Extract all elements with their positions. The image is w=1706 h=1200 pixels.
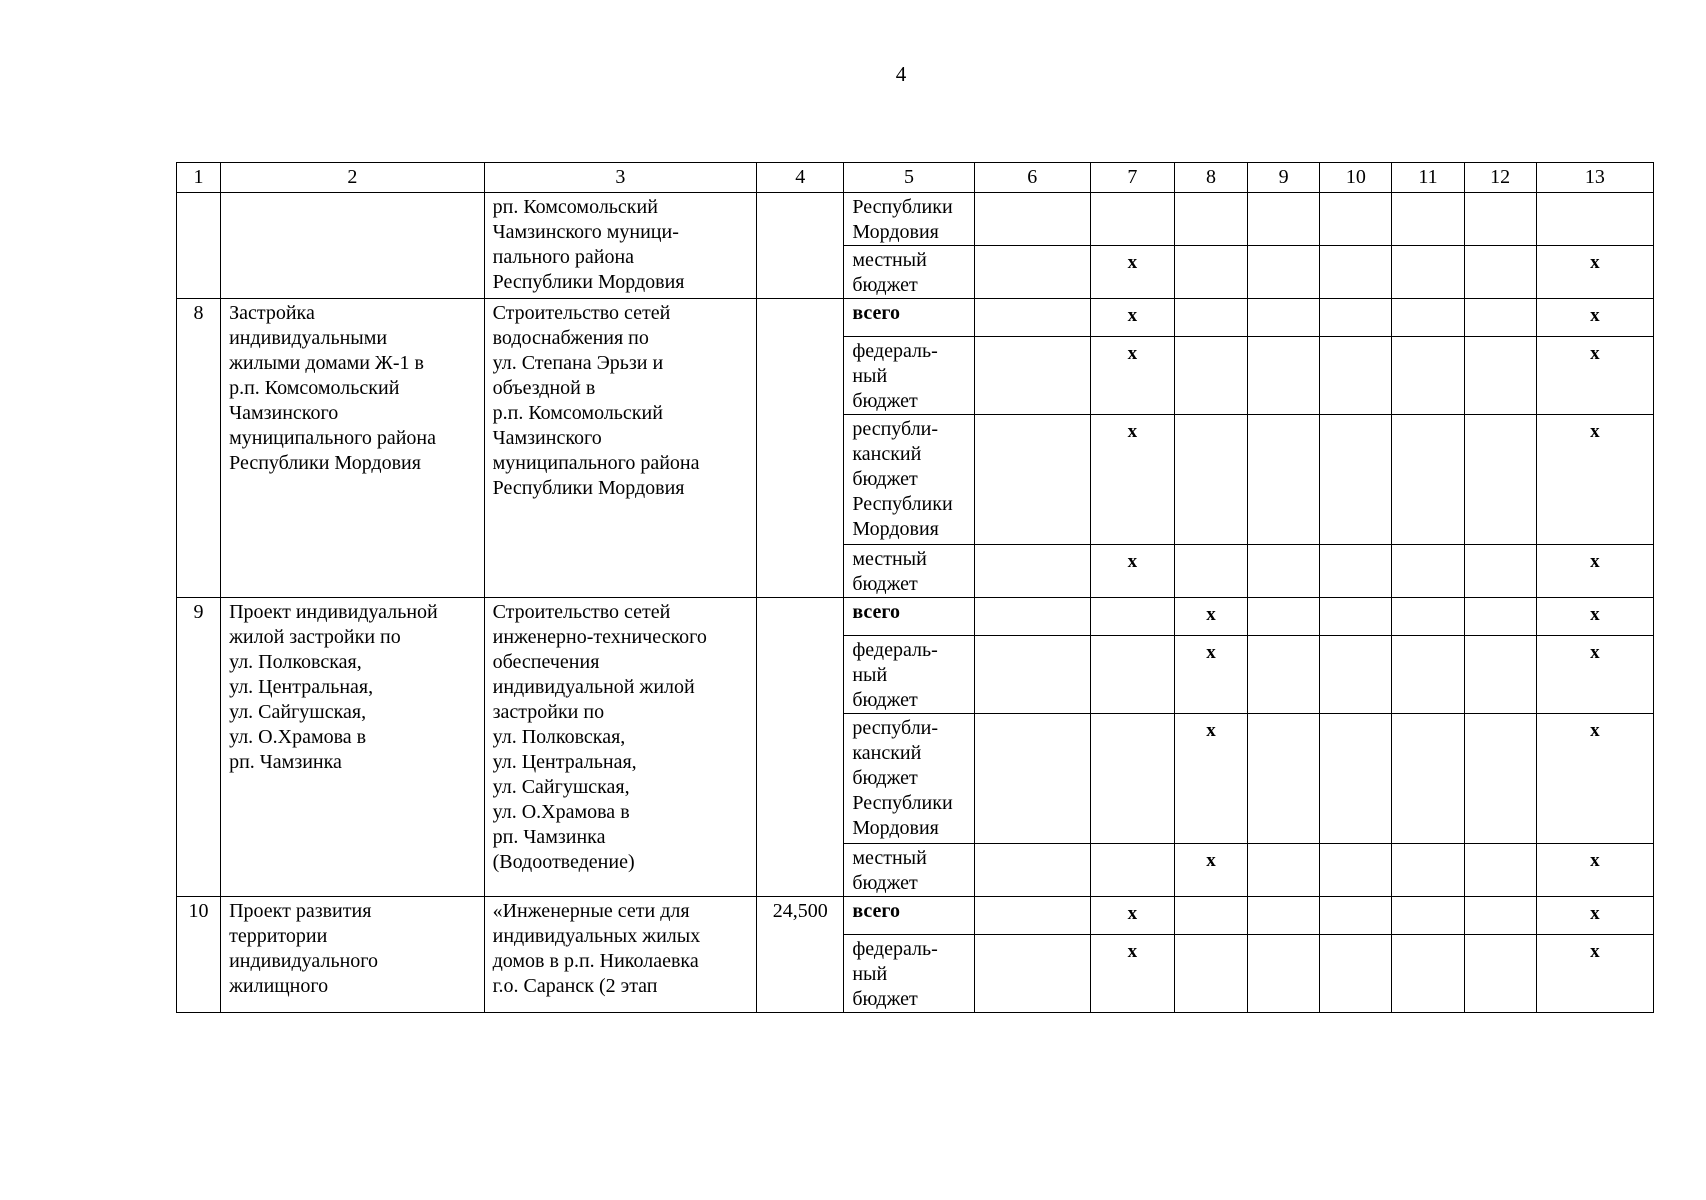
mark-col7: х bbox=[1090, 935, 1174, 1013]
header-row bbox=[177, 163, 1654, 193]
column-header: 4 bbox=[757, 163, 844, 193]
project-name: Проект развития территории индивидуального жилищного bbox=[221, 897, 485, 1013]
mark-col13: х bbox=[1536, 714, 1653, 844]
column-header: 7 bbox=[1090, 163, 1174, 193]
column-header: 5 bbox=[844, 163, 974, 193]
funding-source-total: всего bbox=[844, 598, 974, 636]
mark-col13: х bbox=[1536, 299, 1653, 337]
funding-source: федераль- ный бюджет bbox=[844, 935, 974, 1013]
funding-source: местный бюджет bbox=[844, 246, 974, 299]
mark-col7: х bbox=[1090, 299, 1174, 337]
column-header: 10 bbox=[1320, 163, 1392, 193]
work-description: Строительство сетей водоснабжения по ул. Степана Эрьзи и объездной в р.п. Комсомольский Чамзинского муниципального района Республики Мордовия bbox=[484, 299, 757, 598]
column-header: 1 bbox=[177, 163, 221, 193]
funding-source: Республики Мордовия bbox=[844, 193, 974, 246]
financing-table bbox=[176, 162, 1654, 1013]
funding-source: федераль- ный бюджет bbox=[844, 337, 974, 415]
funding-source-total: всего bbox=[844, 299, 974, 337]
mark-col8 bbox=[1174, 193, 1247, 246]
mark-col8 bbox=[1174, 337, 1247, 415]
column-header: 13 bbox=[1536, 163, 1653, 193]
row-number: 10 bbox=[177, 897, 221, 1013]
cost-value: 24,500 bbox=[757, 897, 844, 1013]
work-description: «Инженерные сети для индивидуальных жилых домов в р.п. Николаевка г.о. Саранск (2 этап bbox=[484, 897, 757, 1013]
mark-col8: х bbox=[1174, 636, 1247, 714]
row-number: 9 bbox=[177, 598, 221, 897]
column-header: 3 bbox=[484, 163, 757, 193]
column-header: 2 bbox=[221, 163, 485, 193]
mark-col7 bbox=[1090, 636, 1174, 714]
column-header: 9 bbox=[1248, 163, 1320, 193]
column-header: 11 bbox=[1392, 163, 1464, 193]
funding-source: местный бюджет bbox=[844, 545, 974, 598]
cost-value bbox=[757, 598, 844, 897]
page-number: 4 bbox=[895, 62, 907, 86]
mark-col7: х bbox=[1090, 337, 1174, 415]
mark-col7: х bbox=[1090, 545, 1174, 598]
mark-col13 bbox=[1536, 193, 1653, 246]
project-name: Проект индивидуальной жилой застройки по ул. Полковская, ул. Центральная, ул. Сайгушская, ул. О.Храмова в рп. Чамзинка bbox=[221, 598, 485, 897]
mark-col7: х bbox=[1090, 897, 1174, 935]
work-description: Строительство сетей инженерно-технического обеспечения индивидуальной жилой застройки по ул. Полковская, ул. Центральная, ул. Сайгушская, ул. О.Храмова в рп. Чамзинка (Водоотведение) bbox=[484, 598, 757, 897]
project-name bbox=[221, 193, 485, 299]
mark-col8 bbox=[1174, 299, 1247, 337]
mark-col13: х bbox=[1536, 246, 1653, 299]
project-name: Застройка индивидуальными жилыми домами Ж-1 в р.п. Комсомольский Чамзинского муниципального района Республики Мордовия bbox=[221, 299, 485, 598]
mark-col13: х bbox=[1536, 337, 1653, 415]
row-number bbox=[177, 193, 221, 299]
mark-col8 bbox=[1174, 415, 1247, 545]
mark-col7: х bbox=[1090, 246, 1174, 299]
mark-col7 bbox=[1090, 598, 1174, 636]
mark-col8 bbox=[1174, 545, 1247, 598]
row-number: 8 bbox=[177, 299, 221, 598]
funding-source: федераль- ный бюджет bbox=[844, 636, 974, 714]
column-header: 12 bbox=[1464, 163, 1536, 193]
mark-col8: х bbox=[1174, 598, 1247, 636]
mark-col13: х bbox=[1536, 636, 1653, 714]
table-row bbox=[177, 897, 1654, 935]
mark-col8 bbox=[1174, 246, 1247, 299]
mark-col7 bbox=[1090, 844, 1174, 897]
mark-col7 bbox=[1090, 714, 1174, 844]
mark-col8 bbox=[1174, 935, 1247, 1013]
funding-source: республи- канский бюджет Республики Мордовия bbox=[844, 714, 974, 844]
mark-col13: х bbox=[1536, 415, 1653, 545]
cost-value bbox=[757, 299, 844, 598]
column-header: 6 bbox=[974, 163, 1090, 193]
table-row bbox=[177, 598, 1654, 636]
mark-col8 bbox=[1174, 897, 1247, 935]
mark-col7 bbox=[1090, 193, 1174, 246]
work-description: рп. Комсомольский Чамзинского муници- пального района Республики Мордовия bbox=[484, 193, 757, 299]
funding-source: республи- канский бюджет Республики Мордовия bbox=[844, 415, 974, 545]
table-row bbox=[177, 299, 1654, 337]
mark-col13: х bbox=[1536, 897, 1653, 935]
funding-source: местный бюджет bbox=[844, 844, 974, 897]
table-row bbox=[177, 193, 1654, 246]
mark-col8: х bbox=[1174, 714, 1247, 844]
column-header: 8 bbox=[1174, 163, 1247, 193]
funding-source-total: всего bbox=[844, 897, 974, 935]
mark-col7: х bbox=[1090, 415, 1174, 545]
mark-col8: х bbox=[1174, 844, 1247, 897]
mark-col13: х bbox=[1536, 598, 1653, 636]
mark-col13: х bbox=[1536, 935, 1653, 1013]
mark-col13: х bbox=[1536, 545, 1653, 598]
cost-value bbox=[757, 193, 844, 299]
mark-col13: х bbox=[1536, 844, 1653, 897]
